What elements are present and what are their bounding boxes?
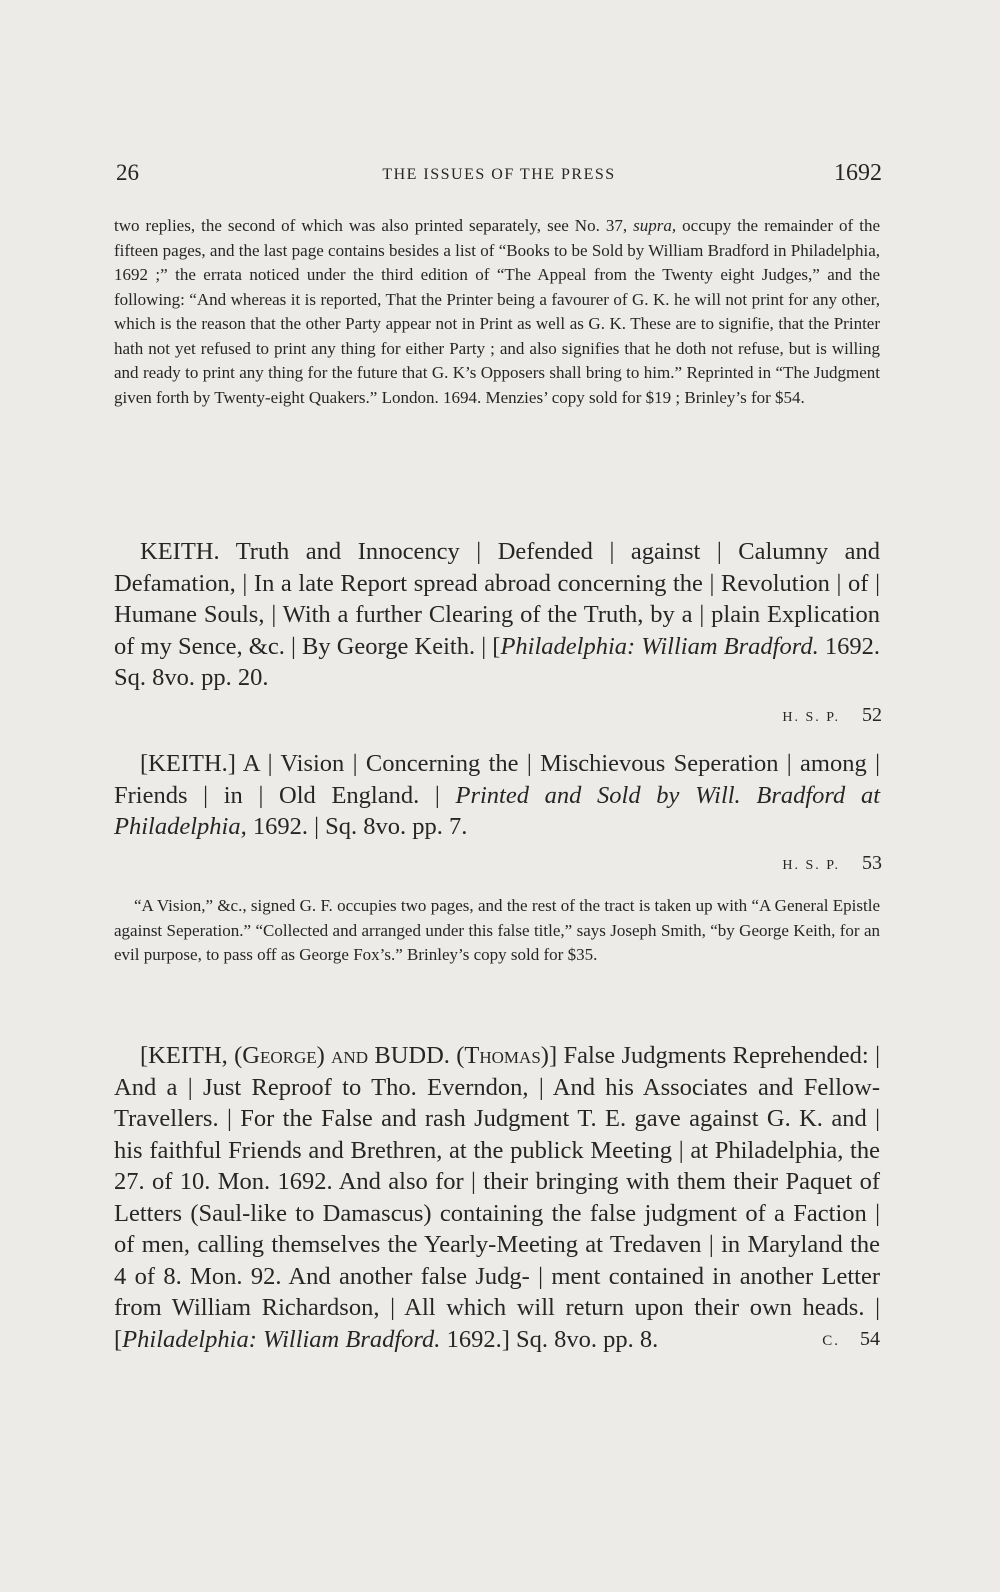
entry-52-meta bbox=[782, 704, 882, 727]
entry-52 bbox=[114, 536, 880, 694]
entry-smallcaps: George bbox=[242, 1042, 317, 1069]
entry-53-meta bbox=[782, 852, 882, 875]
note-text: two replies, the second of which was also printed separately, see No. 37, bbox=[114, 216, 634, 235]
entry-text: )] False Judgments Reprehended: | And a | Just Reproof to Tho. Everndon, | And his Associates and Fellow-Travellers. | For the False and rash Judgment T. E. gave against G. K. and | his faithful Friends and Brethren, at the publick Meeting | at Philadelphia, the 27. of 10. Mon. 1692. And also for | their bringing with them their Paquet of Letters (Saul-like to Damascus) containing the false judgment of a Faction | of men, calling themselves the Yearly-Meeting at Tredaven | in Maryland the 4 of 8. Mon. 92. And another false Judg- | ment contained in another Letter from William Richardson, | All which will return upon their own heads. | [ bbox=[114, 1042, 880, 1353]
running-title: THE ISSUES OF THE PRESS bbox=[382, 166, 616, 183]
note-entry-53 bbox=[114, 894, 880, 968]
page-number: 26 bbox=[116, 160, 139, 185]
note-text: occupy the remainder of the fifteen pages, and the last page contains besides a list of “Books to be Sold by William Bradford in Philadelphia, 1692 ;” the errata noticed under the third edition of “The Appeal from the Twenty eight Judges,” and the following: “And whereas it is reported, That the Printer being a favourer of G. K. he will not print for any other, which is the reason that the other Party appear not in Print as well as G. K. These are to signifie, that the Printer hath not yet refused to print any thing for either Party ; and also signifies that he doth not refuse, but is willing and ready to print any thing for the future that G. K’s Opposers shall bring to him.” Reprinted in “The Judgment given forth by Twenty-eight Quakers.” London. 1694. Menzies’ copy sold for $19 ; Brinley’s for $54. bbox=[114, 216, 880, 407]
library-abbrev: H. S. P. bbox=[782, 710, 840, 725]
entry-text: 1692. Sq. 8vo. pp. 20. bbox=[114, 632, 880, 691]
entry-imprint: Philadelphia: William Bradford. bbox=[500, 632, 819, 660]
note-entry-51 bbox=[114, 214, 880, 410]
entry-number: 53 bbox=[862, 852, 882, 874]
header-year: 1692 bbox=[834, 160, 882, 186]
entry-number: 54 bbox=[860, 1327, 880, 1350]
entry-number: 52 bbox=[862, 704, 882, 726]
note-text: “A Vision,” &c., signed G. F. occupies two pages, and the rest of the tract is taken up with “A General Epistle against Seperation.” “Collected and arranged under this false title,” says Joseph Smith, “by George Keith, for an evil purpose, to pass off as George Fox’s.” Brinley’s copy sold for $35. bbox=[114, 896, 880, 964]
entry-54 bbox=[114, 1040, 880, 1357]
entry-text: [KEITH, ( bbox=[140, 1042, 243, 1069]
note-italic: supra, bbox=[633, 216, 677, 235]
entry-text: 1692. | Sq. 8vo. pp. 7. bbox=[246, 813, 468, 840]
entry-54-meta bbox=[822, 1324, 880, 1358]
entry-smallcaps: and bbox=[331, 1042, 368, 1069]
library-abbrev: C. bbox=[822, 1332, 840, 1349]
entry-text: 1692.] Sq. 8vo. pp. 8. bbox=[440, 1325, 659, 1353]
library-abbrev: H. S. P. bbox=[782, 858, 840, 873]
running-head bbox=[116, 160, 882, 200]
entry-text: ) bbox=[316, 1042, 332, 1069]
entry-text: KEITH. Truth and Innocency | Defended | against | Calumny and Defamation, | In a late Report spread abroad concerning the | Revolution | of | Humane Souls, | With a further Clearing of the Truth, by a | plain Explication of my Sence, &c. | By George Keith. | [ bbox=[114, 538, 880, 660]
entry-text: BUDD. ( bbox=[368, 1042, 465, 1069]
entry-imprint: Printed and Sold by Will. Bradford at Philadelphia, bbox=[114, 781, 881, 840]
entry-imprint: Philadelphia: William Bradford. bbox=[122, 1325, 441, 1353]
entry-smallcaps: Thomas bbox=[464, 1042, 541, 1069]
entry-text: [KEITH.] A | Vision | Concerning the | Mischievous Seperation | among | Friends | in | Old England. | bbox=[114, 750, 880, 809]
entry-53 bbox=[114, 748, 880, 843]
